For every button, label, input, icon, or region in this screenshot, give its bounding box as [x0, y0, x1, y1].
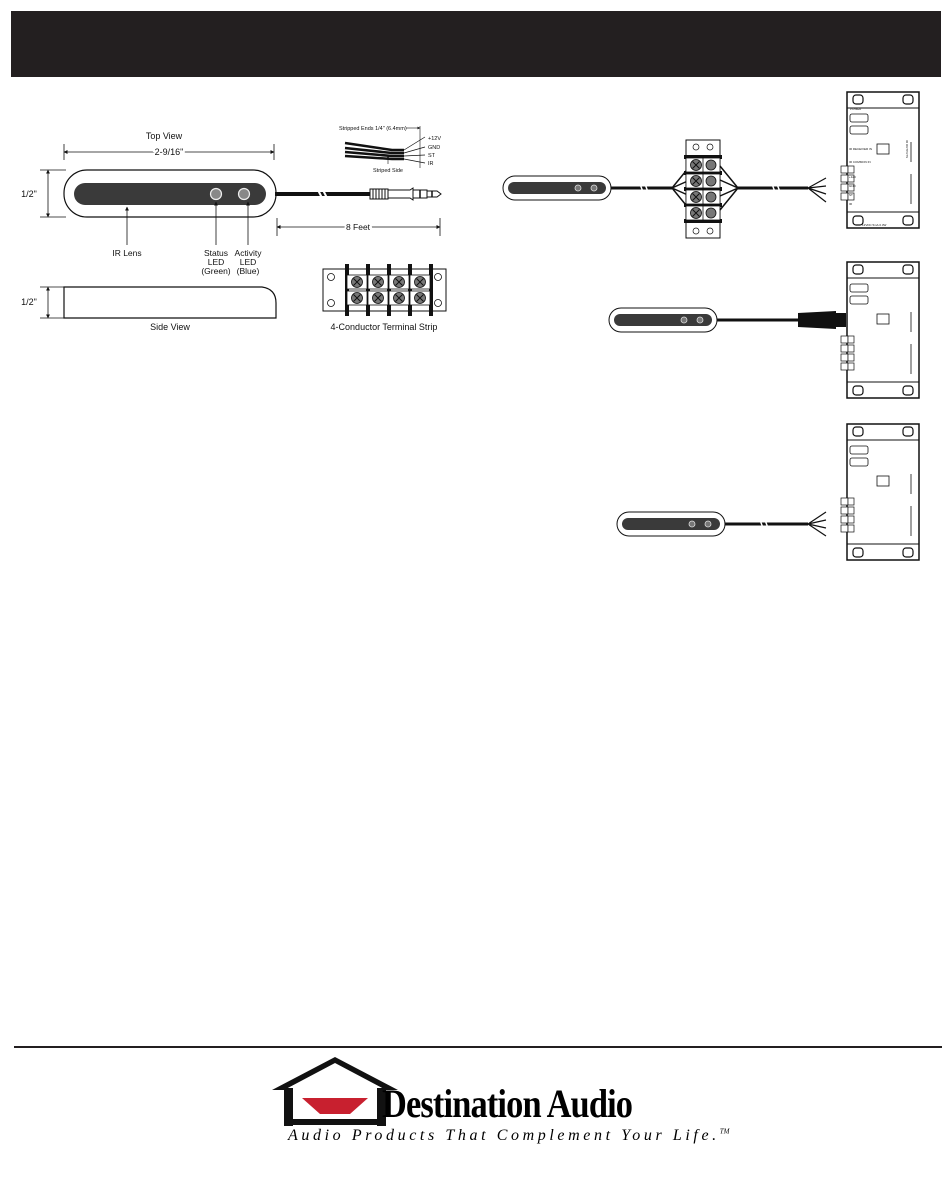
hub-ir-receiver-label: IR RECEIVER IN [849, 147, 873, 151]
sensor-3 [617, 512, 725, 536]
cable-length: 8 Feet [345, 222, 371, 232]
hub-footer-label: 12VDC 5mA 0.3W [862, 223, 887, 227]
hub-power-label: POWER [850, 107, 862, 111]
sensor-top-view [64, 170, 276, 217]
hub-panel-2 [841, 262, 919, 398]
side-view-label: Side View [150, 322, 190, 332]
activity-led-label-3: (Blue) [236, 266, 260, 276]
sensor-1 [503, 176, 611, 200]
ir-lens-label: IR Lens [112, 248, 142, 258]
status-led-label-3: (Green) [201, 266, 231, 276]
activity-led [239, 189, 250, 200]
activity-led-label-2: LED [239, 257, 257, 267]
stripped-wire-ends [345, 137, 425, 163]
hub-term-12v: +12V [849, 175, 857, 179]
wire-label-12v: +12V [428, 136, 441, 142]
status-led-label-2: LED [207, 257, 225, 267]
tagline-text: Audio Products That Complement Your Life. [288, 1127, 720, 1144]
hub-ir-common-label: IR COMMON IN [849, 160, 871, 164]
stripped-ends-label: Stripped Ends 1/4" (6.4mm) [339, 126, 407, 132]
striped-side-label: Striped Side [373, 168, 403, 174]
hub-panel-3 [841, 424, 919, 560]
wiring-diagram-direct [617, 424, 919, 560]
status-led-label-1: Status [203, 248, 229, 258]
width-dimension: 2-9/16" [154, 147, 184, 157]
height-dimension-top: 1/2" [21, 189, 37, 199]
hub-outputs-label: IR OUTPUTS [905, 140, 909, 159]
wire-label-gnd: GND [428, 145, 441, 151]
hub-term-st: ST [849, 193, 853, 197]
wiring-diagram-plug [609, 262, 919, 398]
sensor-2 [609, 308, 717, 332]
brand-tagline [288, 1127, 730, 1145]
status-led [211, 189, 222, 200]
activity-led-label-1: Activity [234, 248, 262, 258]
sensor-side-view [64, 287, 276, 318]
height-dimension-side: 1/2" [21, 297, 37, 307]
hub-term-ir: IR [849, 202, 852, 206]
wiring-diagram-terminal-strip [503, 92, 919, 238]
terminal-strip [323, 264, 446, 316]
top-view-label: Top View [145, 131, 183, 141]
wire-label-ir: IR [428, 161, 434, 167]
hub-term-gnd: GND [849, 184, 856, 188]
trademark: TM [719, 1127, 730, 1136]
footer-divider [14, 1046, 942, 1048]
brand-name: Destination Audio [382, 1081, 633, 1126]
vertical-terminal-strip [684, 140, 722, 238]
sensor-cable [275, 188, 441, 200]
wire-label-st: ST [428, 153, 436, 159]
house-logo-icon [272, 1057, 398, 1126]
terminal-strip-label: 4-Conductor Terminal Strip [330, 322, 438, 332]
